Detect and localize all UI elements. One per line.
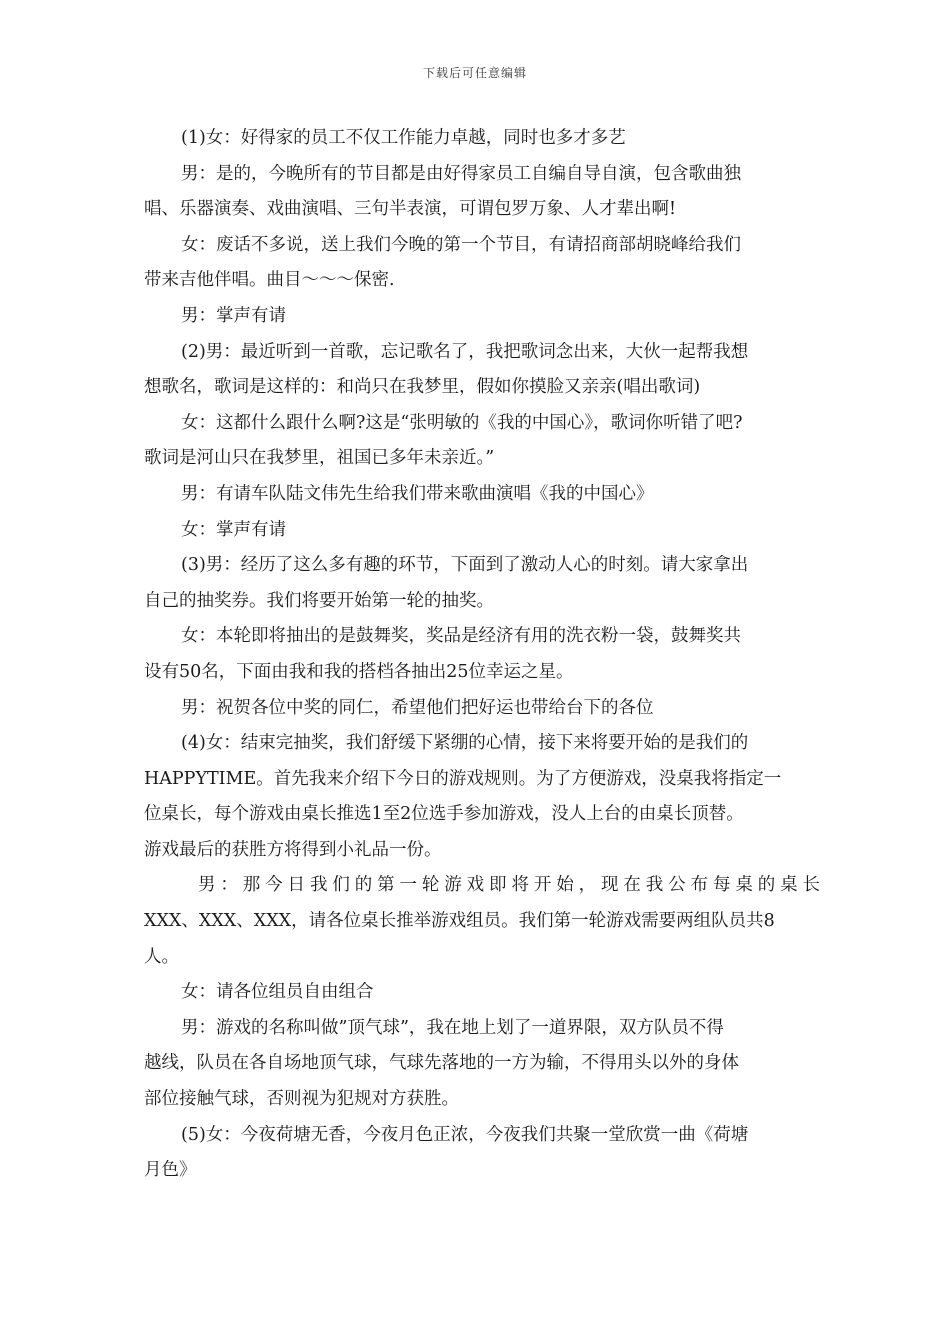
paragraph-line: 男：游戏的名称叫做”顶气球”，我在地上划了一道界限，双方队员不得 [181,1017,724,1038]
paragraph-line: 游戏最后的获胜方将得到小礼品一份。 [144,839,442,860]
document-body [144,121,820,1189]
paragraph-line: 设有50名，下面由我和我的搭档各抽出25位幸运之星。 [144,661,574,682]
paragraph-line: 越线，队员在各自场地顶气球，气球先落地的一方为输，不得用头以外的身体 [144,1053,739,1074]
paragraph-line: 男：是的，今晚所有的节目都是由好得家员工自编自导自演，包含歌曲独 [181,163,741,184]
paragraph-line: 人。 [144,946,179,967]
paragraph-line: (1)女：好得家的员工不仅工作能力卓越，同时也多才多艺 [181,128,626,148]
paragraph-line: 自己的抽奖券。我们将要开始第一轮的抽奖。 [144,590,494,611]
paragraph-line: 女：请各位组员自由组合 [181,982,374,1003]
paragraph-line: 唱、乐器演奏、戏曲演唱、三句半表演，可谓包罗万象、人才辈出啊! [144,199,677,220]
paragraph-line: 女：这都什么跟什么啊?这是“张明敏的《我的中国心》，歌词你听错了吧? [181,412,743,433]
paragraph-line: 带来吉他伴唱。曲目～～～保密. [144,270,395,291]
paragraph-line: (4)女：结束完抽奖，我们舒缓下紧绷的心情，接下来将要开始的是我们的 [181,733,749,754]
paragraph-line: 男：掌声有请 [181,305,286,326]
paragraph-line: 女：掌声有请 [181,519,286,540]
paragraph-line: 男：有请车队陆文伟先生给我们带来歌曲演唱《我的中国心》 [181,483,654,504]
paragraph-line: (3)男：经历了这么多有趣的环节，下面到了激动人心的时刻。请大家拿出 [181,555,749,576]
paragraph-line: 男：祝贺各位中奖的同仁，希望他们把好运也带给台下的各位 [181,697,654,718]
paragraph-line: 想歌名，歌词是这样的：和尚只在我梦里，假如你摸脸又亲亲(唱出歌词) [144,377,701,398]
page-header: 下载后可任意编辑 [422,66,527,80]
paragraph-line: 部位接触气球，否则视为犯规对方获胜。 [144,1089,459,1110]
paragraph-line: 歌词是河山只在我梦里，祖国已多年未亲近。” [144,448,495,469]
paragraph-line: HAPPYTIME。首先我来介绍下今日的游戏规则。为了方便游戏，没桌我将指定一 [144,768,782,789]
paragraph-line: (2)男：最近听到一首歌，忘记歌名了，我把歌词念出来，大伙一起帮我想 [181,341,749,362]
paragraph-line: 月色》 [144,1160,197,1181]
paragraph-line: 位桌长，每个游戏由桌长推选1至2位选手参加游戏，没人上台的由桌长顶替。 [144,804,744,825]
paragraph-line: 男：那今日我们的第一轮游戏即将开始，现在我公布每桌的桌长 [198,875,820,896]
paragraph-line: 女：本轮即将抽出的是鼓舞奖，奖品是经济有用的洗衣粉一袋，鼓舞奖共 [181,626,741,647]
paragraph-line: 女：废话不多说，送上我们今晚的第一个节目，有请招商部胡晓峰给我们 [181,234,741,255]
paragraph-line: (5)女：今夜荷塘无香，今夜月色正浓，今夜我们共聚一堂欣赏一曲《荷塘 [181,1124,749,1145]
paragraph-line: XXX、XXX、XXX，请各位桌长推举游戏组员。我们第一轮游戏需要两组队员共8 [144,911,775,932]
